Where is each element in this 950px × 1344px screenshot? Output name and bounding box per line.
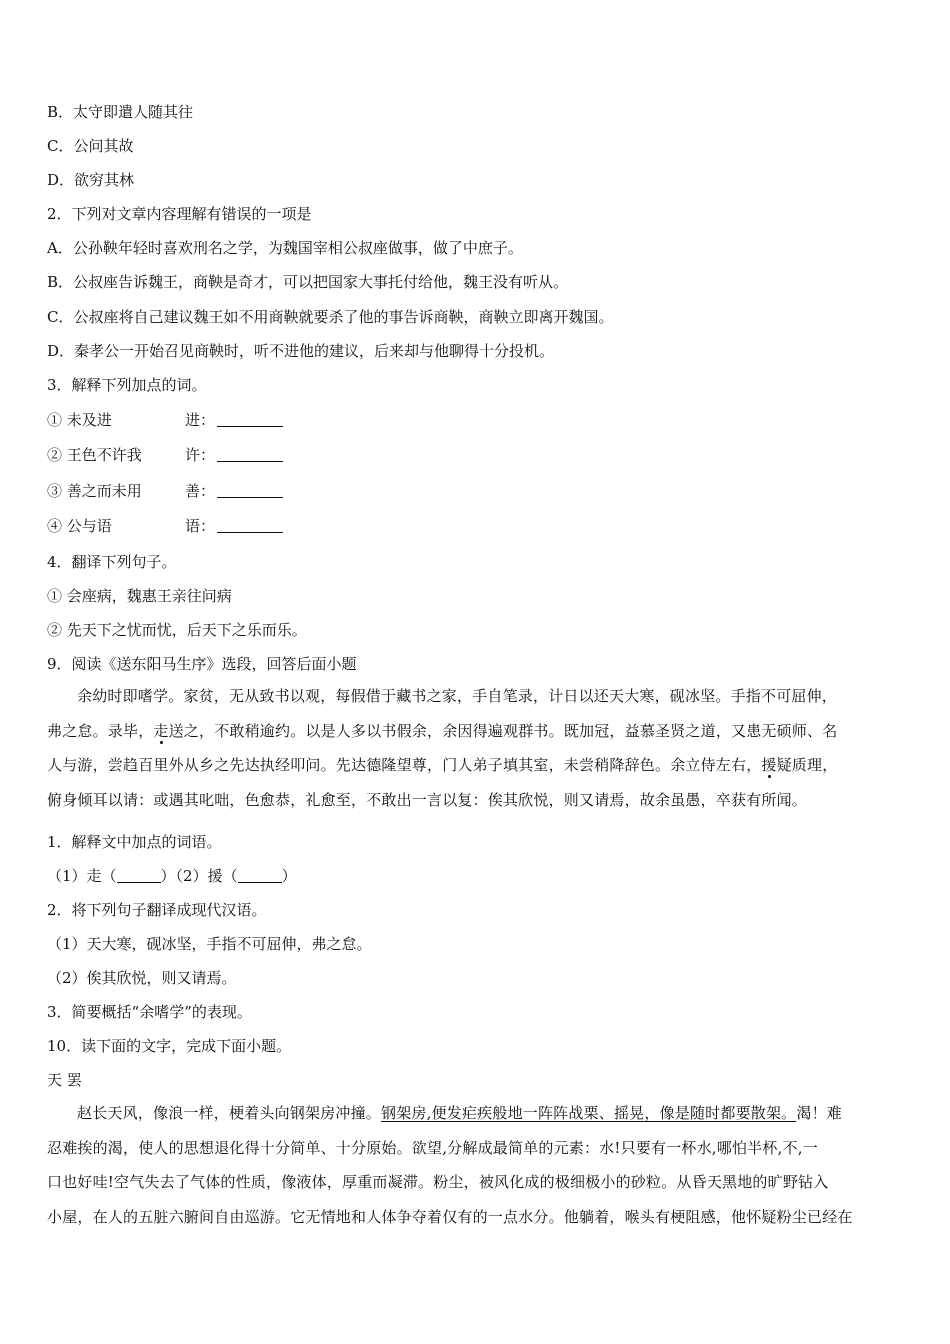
passage-line: 俯身倾耳以请：或遇其叱咄，色愈恭，礼愈至，不敢出一言以复：俟其欣悦，则又请焉，故余虽愚，卒获有所闻。 — [47, 790, 808, 809]
answer-blank[interactable] — [117, 868, 161, 883]
q1-option-c: C．公问其故 — [47, 137, 134, 155]
answer-blank[interactable] — [217, 412, 283, 427]
passage-line: 余幼时即嗜学。家贫，无从致书以观，每假借于藏书之家，手自笔录，计日以还天大寒，砚冰坚。手指不可屈伸， — [77, 687, 838, 705]
q3-item-phrase: ④ 公与语 — [47, 517, 112, 535]
q9-sub2-1: （1）天大寒，砚冰坚，手指不可屈伸，弗之怠。 — [47, 935, 372, 953]
answer-blank[interactable] — [217, 518, 283, 533]
q3-item-phrase: ③ 善之而未用 — [47, 482, 142, 500]
passage-line: 渴！难 — [796, 1104, 842, 1122]
item-label: ） — [281, 867, 297, 885]
passage-line: 忍难挨的渴，使人的思想退化得十分简单、十分原始。欲望,分解成最简单的元素：水!只要有一杯水,哪怕半杯,不,一 — [47, 1138, 818, 1157]
dotted-word: 走 — [153, 721, 169, 740]
q3-item-word: 善： — [185, 482, 216, 500]
q10-passage — [47, 1096, 907, 1234]
q3-item-word: 语： — [185, 517, 216, 535]
q9-sub1: 1．解释文中加点的词语。 — [47, 833, 222, 851]
q1-option-d: D．欲穷其林 — [47, 171, 135, 189]
passage-line: 人与游，尝趋百里外从乡之先达执经叩问。先达德隆望尊，门人弟子填其室，未尝稍降辞色。余立侍左右， — [47, 756, 762, 774]
passage-line: 小屋，在人的五脏六腑间自由巡游。它无情地和人体争夺着仅有的一点水分。他躺着，喉头有梗阻感，他怀疑粉尘已经在 — [47, 1207, 853, 1226]
q4-sentence-1: ① 会座病，魏惠王亲往问病 — [47, 587, 232, 605]
q1-option-b: B．太守即遣人随其往 — [47, 103, 194, 121]
q3-stem: 3．解释下列加点的词。 — [47, 376, 207, 394]
q3-item-phrase: ① 未及进 — [47, 411, 112, 429]
q9-sub2-2: （2）俟其欣悦，则又请焉。 — [47, 969, 237, 987]
q9-title: 9．阅读《送东阳马生序》选段，回答后面小题 — [47, 655, 357, 673]
q3-item-4 — [47, 516, 283, 536]
q2-option-d: D．秦孝公一开始召见商鞅时，听不进他的建议，后来却与他聊得十分投机。 — [47, 342, 555, 360]
q2-option-c: C．公叔座将自己建议魏王如不用商鞅就要杀了他的事告诉商鞅，商鞅立即离开魏国。 — [47, 308, 614, 326]
q3-item-1 — [47, 410, 283, 430]
q2-option-a: A．公孙鞅年轻时喜欢刑名之学，为魏国宰相公叔座做事，做了中庶子。 — [47, 239, 523, 257]
q10-stem: 10．读下面的文字，完成下面小题。 — [47, 1037, 292, 1055]
q3-item-phrase: ② 王色不许我 — [47, 446, 142, 464]
passage-line: 赵长天风，像浪一样，梗着头向钢架房冲撞。 — [77, 1104, 382, 1122]
item-label: ）（2）援（ — [160, 867, 238, 885]
q3-item-word: 许： — [185, 446, 216, 464]
q9-sub1-items — [47, 866, 297, 886]
item-label: （1）走（ — [47, 867, 117, 885]
q9-sub2: 2．将下列句子翻译成现代汉语。 — [47, 901, 267, 919]
passage-line: 口也好哇!空气失去了气体的性质，像液体，厚重而凝滞。粉尘，被风化成的极细极小的砂粒。从昏天黑地的旷野钻入 — [47, 1173, 829, 1191]
q9-sub3: 3．简要概括“余嗜学”的表现。 — [47, 1003, 252, 1021]
passage-line: 弗之怠。录毕， — [47, 721, 154, 740]
passage-line: 送之，不敢稍逾约。以是人多以书假余，余因得遍观群书。既加冠，益慕圣贤之道，又患无硕师、名 — [168, 721, 838, 740]
dotted-word: 援 — [761, 756, 777, 774]
underlined-sentence: 钢架房,便发疟疾般地一阵阵战栗、摇晃，像是随时都要散架。 — [381, 1104, 797, 1122]
answer-blank[interactable] — [238, 868, 282, 883]
passage-line: 疑质理， — [776, 756, 838, 774]
answer-blank[interactable] — [217, 447, 283, 462]
answer-blank[interactable] — [217, 483, 283, 498]
q10-title: 天 罢 — [47, 1071, 82, 1089]
q3-item-word: 进： — [185, 411, 216, 429]
q9-passage — [47, 679, 907, 817]
q2-stem: 2．下列对文章内容理解有错误的一项是 — [47, 205, 312, 223]
q4-sentence-2: ② 先天下之忧而忧，后天下之乐而乐。 — [47, 621, 307, 639]
q3-item-2 — [47, 445, 283, 465]
q2-option-b: B．公叔座告诉魏王，商鞅是奇才，可以把国家大事托付给他，魏王没有听从。 — [47, 273, 569, 291]
q4-stem: 4．翻译下列句子。 — [47, 553, 177, 571]
q3-item-3 — [47, 481, 283, 501]
